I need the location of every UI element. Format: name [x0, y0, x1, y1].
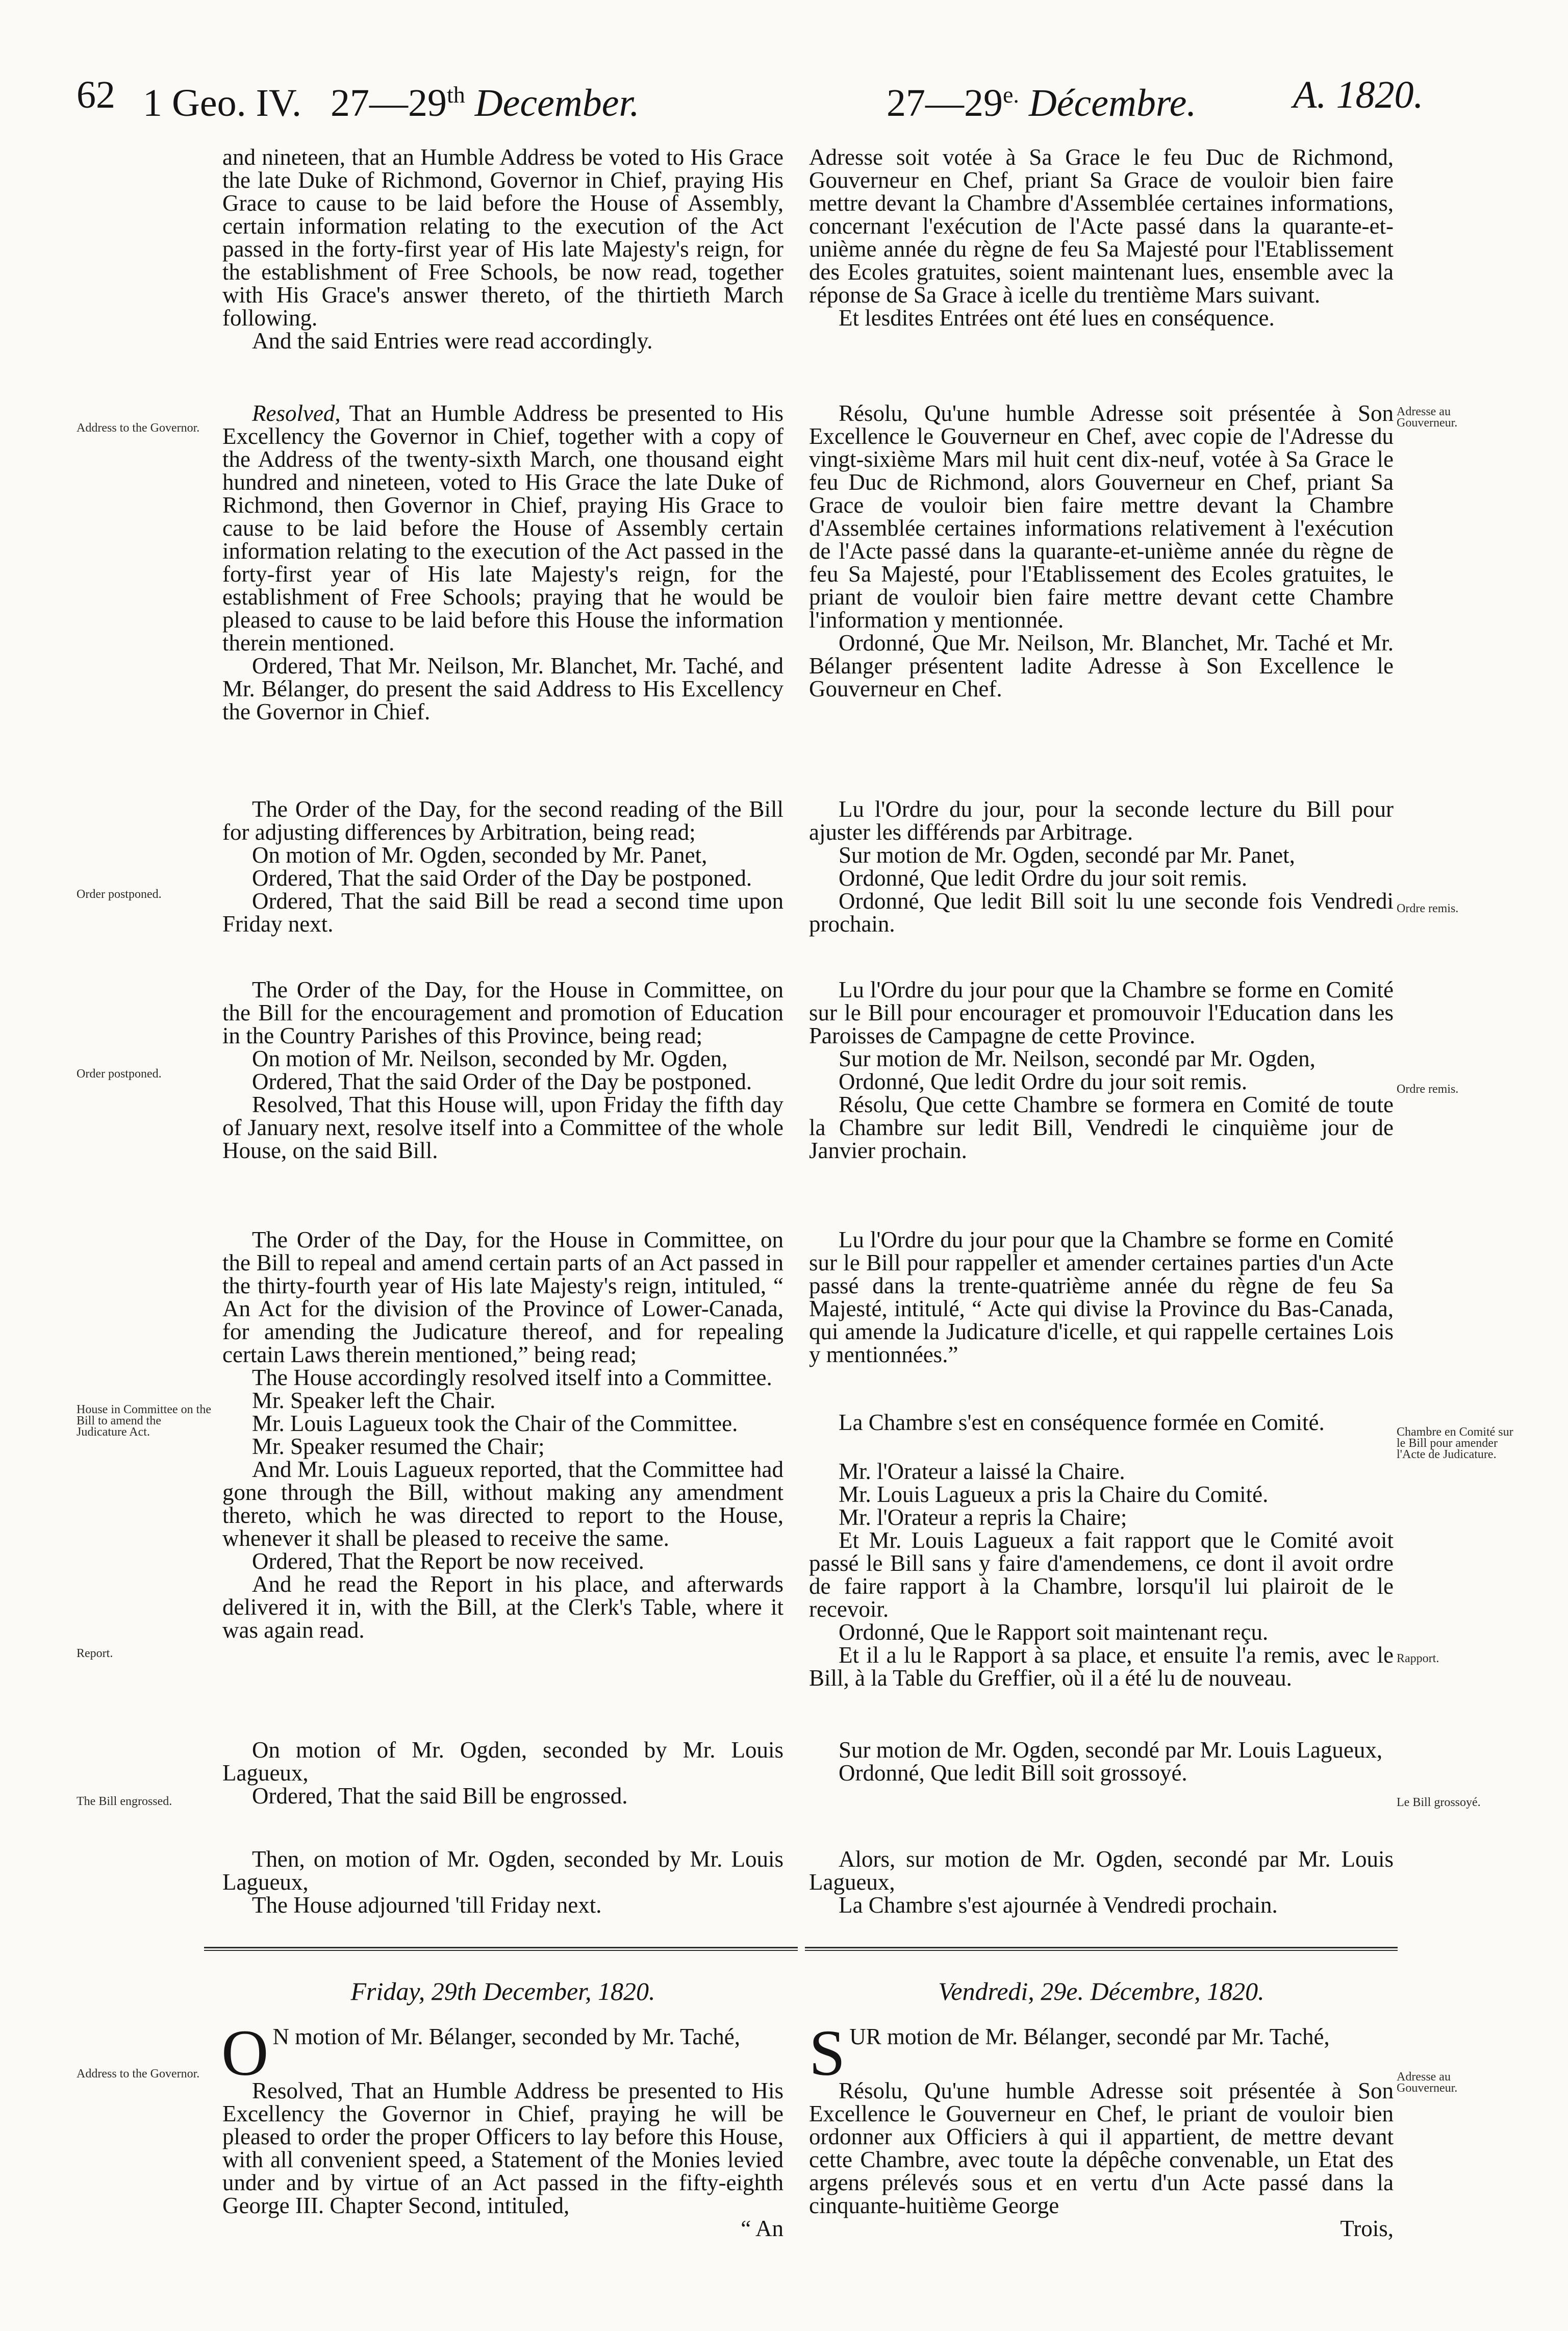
- fr-para-15: Mr. l'Orateur a laissé la Chaire.: [839, 1459, 1125, 1484]
- margin-note-engrossed-fr: Le Bill grossoyé.: [1397, 1796, 1481, 1809]
- fr-para-2: Et lesdites Entrées ont été lues en conséquence.: [839, 305, 1275, 331]
- french-block-8: [809, 1739, 1394, 1785]
- en-para-1: and nineteen, that an Humble Address be voted to His Grace the late Duke of Richmond, Governor in Chief, praying His Grace to cause to be laid before the House of Assembly, certain information relating to the execution of the Act passed in the forty-first year of His late Majesty's reign, for the establishment of Free Schools, be now read, together with His Grace's answer thereto, of the thirtieth March following.: [222, 144, 783, 331]
- header-dates-fr: 27—29: [887, 82, 1003, 124]
- fr-para-12: Résolu, Que cette Chambre se formera en Comité de toute la Chambre sur ledit Bill, Vendredi le cinquième jour de Janvier prochain.: [809, 1092, 1394, 1163]
- fr-para-4: Ordonné, Que Mr. Neilson, Mr. Blanchet, Mr. Taché et Mr. Bélanger présentent ladite Adresse à Son Excellence le Gouverneur en Chef.: [809, 630, 1394, 701]
- header-dates-en-suffix: th: [447, 82, 465, 108]
- header-month-en: December.: [474, 82, 640, 124]
- en-para-23: Then, on motion of Mr. Ogden, seconded by Mr. Louis Lagueux,: [222, 1846, 783, 1895]
- en-para-27: “ An: [741, 2216, 783, 2241]
- margin-note-ordre-remis-2: Ordre remis.: [1397, 1083, 1459, 1096]
- english-block-7: [222, 1848, 783, 1917]
- french-block-2: [809, 402, 1394, 700]
- header-dates-en: 27—29: [331, 82, 447, 124]
- en-resolved-label: Resolved,: [252, 400, 341, 426]
- en-para-11: Ordered, That the said Order of the Day be postponed.: [252, 1069, 752, 1094]
- fr-para-9: Lu l'Ordre du jour pour que la Chambre se forme en Comité sur le Bill pour encourager et promouvoir l'Education dans les Paroisses de Campagne de cette Province.: [809, 977, 1394, 1048]
- date-heading-en: Friday, 29th December, 1820.: [350, 1977, 655, 2006]
- en-para-17: Mr. Speaker resumed the Chair;: [252, 1434, 545, 1459]
- margin-note-committee-en: House in Committee on the Bill to amend the Judicature Act.: [77, 1403, 211, 1439]
- margin-note-ordre-remis-1: Ordre remis.: [1397, 902, 1459, 915]
- english-block-6: [222, 1739, 783, 1808]
- margin-note-report-en: Report.: [77, 1647, 113, 1660]
- fr-para-22: Ordonné, Que ledit Bill soit grossoyé.: [839, 1760, 1187, 1786]
- english-block-3: [222, 798, 783, 936]
- en-para-21: On motion of Mr. Ogden, seconded by Mr. Louis Lagueux,: [222, 1737, 783, 1786]
- fr-para-19: Ordonné, Que le Rapport soit maintenant reçu.: [839, 1619, 1269, 1645]
- en-para-16: Mr. Louis Lagueux took the Chair of the Committee.: [252, 1411, 738, 1436]
- fr-para-10: Sur motion de Mr. Neilson, secondé par Mr. Ogden,: [839, 1046, 1316, 1071]
- margin-note-report-fr: Rapport.: [1397, 1652, 1439, 1665]
- en-para-10: On motion of Mr. Neilson, seconded by Mr. Ogden,: [252, 1046, 728, 1071]
- margin-note-committee-fr: Chambre en Comité sur le Bill pour amender l'Acte de Judicature.: [1397, 1425, 1513, 1461]
- header-month-fr: Décembre.: [1028, 82, 1197, 124]
- fr-para-14: La Chambre s'est en conséquence formée en Comité.: [839, 1410, 1325, 1435]
- english-block-8: [221, 2017, 783, 2241]
- french-block-4: [809, 979, 1394, 1162]
- en-para-22: Ordered, That the said Bill be engrossed.: [252, 1783, 628, 1809]
- en-para-12: Resolved, That this House will, upon Friday the fifth day of January next, resolve itself into a Committee of the whole House, on the said Bill.: [222, 1092, 783, 1163]
- running-header-french: [887, 49, 1196, 141]
- date-heading-fr: Vendredi, 29e. Décembre, 1820.: [938, 1977, 1264, 2006]
- fr-para-23: Alors, sur motion de Mr. Ogden, secondé par Mr. Louis Lagueux,: [809, 1846, 1394, 1895]
- en-para-6: On motion of Mr. Ogden, seconded by Mr. Panet,: [252, 842, 707, 868]
- header-year: [1293, 49, 1423, 141]
- en-para-4: Ordered, That Mr. Neilson, Mr. Blanchet, Mr. Taché, and Mr. Bélanger, do present the said Address to His Excellency the Governor in Chief.: [222, 653, 783, 724]
- en-para-9: The Order of the Day, for the House in Committee, on the Bill for the encouragement and promotion of Education in the Country Parishes of this Province, being read;: [222, 977, 783, 1048]
- fr-para-26: Résolu, Qu'une humble Adresse soit présentée à Son Excellence le Gouverneur en Chef, le priant de vouloir bien ordonner aux Officiers à qui il appartient, de mettre devant cette Chambre, avec toute la dépêche convenable, un Etat des argens prélevés sous et en vertu d'un Acte passé dans la cinquante-huitième George: [809, 2078, 1394, 2218]
- section-divider-en: [204, 1947, 798, 1951]
- margin-note-order-postponed-2: Order postponed.: [77, 1067, 162, 1081]
- en-para-5: The Order of the Day, for the second reading of the Bill for adjusting differences by Arbitration, being read;: [222, 796, 783, 845]
- fr-para-16: Mr. Louis Lagueux a pris la Chaire du Comité.: [839, 1482, 1269, 1507]
- fr-para-6: Sur motion de Mr. Ogden, secondé par Mr. Panet,: [839, 842, 1295, 868]
- en-para-25: [221, 2017, 783, 2089]
- french-block-6: [809, 1411, 1394, 1434]
- fr-para-11: Ordonné, Que ledit Ordre du jour soit remis.: [839, 1069, 1248, 1094]
- en-para-2: And the said Entries were read accordingly.: [252, 328, 653, 354]
- year-value: 1820.: [1336, 73, 1424, 116]
- en-para-8: Ordered, That the said Bill be read a second time upon Friday next.: [222, 888, 783, 937]
- margin-note-address-en: Address to the Governor.: [77, 421, 200, 435]
- english-block-1: [222, 146, 783, 353]
- fr-para-5: Lu l'Ordre du jour, pour la seconde lecture du Bill pour ajuster les différends par Arbitrage.: [809, 796, 1394, 845]
- page-number: 62: [77, 73, 115, 116]
- drop-cap-fr: S: [809, 2017, 846, 2089]
- regnal-year: 1 Geo. IV.: [143, 82, 302, 124]
- en-para-19: Ordered, That the Report be now received.: [252, 1548, 644, 1574]
- fr-para-20: Et il a lu le Rapport à sa place, et ensuite l'a remis, avec le Bill, à la Table du Greffier, où il a été lu de nouveau.: [809, 1642, 1394, 1691]
- margin-note-order-postponed-1: Order postponed.: [77, 888, 162, 901]
- en-para-3: [222, 402, 783, 655]
- french-block-7: [809, 1460, 1394, 1690]
- english-block-5: [222, 1229, 783, 1642]
- fr-para-7: Ordonné, Que ledit Ordre du jour soit remis.: [839, 865, 1248, 891]
- english-block-4: [222, 979, 783, 1162]
- fr-para-13: Lu l'Ordre du jour pour que la Chambre se forme en Comité sur le Bill pour rappeller et amender certaines parties d'un Acte passé dans la trente-quatrième année du règne de feu Sa Majesté, intitulé, “ Acte qui divise la Province du Bas-Canada, qui amende la Judicature d'icelle, et qui rappelle certaines Lois y mentionnées.”: [809, 1227, 1394, 1367]
- en-para-7: Ordered, That the said Order of the Day be postponed.: [252, 865, 752, 891]
- en-para-20: And he read the Report in his place, and afterwards delivered it in, with the Bill, at the Clerk's Table, where it was again read.: [222, 1571, 783, 1643]
- en-para-3-text: That an Humble Address be presented to His Excellency the Governor in Chief, together with a copy of the Address of the twenty-sixth March, one thousand eight hundred and nineteen, voted to His Grace the late Duke of Richmond, then Governor in Chief, praying His Grace to cause to be laid before the House of Assembly certain information relating to the execution of the Act passed in the forty-first year of His late Majesty's reign, for the establishment of Free Schools; praying that he would be pleased to cause to be laid before this House the information therein mentioned.: [222, 400, 783, 656]
- margin-note-address-fr: Adresse au Gouverneur.: [1397, 405, 1458, 430]
- running-header-english: [143, 49, 640, 141]
- year-prefix: A.: [1293, 73, 1327, 116]
- en-para-15: Mr. Speaker left the Chair.: [252, 1388, 496, 1413]
- en-para-25-text: N motion of Mr. Bélanger, seconded by Mr. Taché,: [272, 2024, 740, 2049]
- fr-para-17: Mr. l'Orateur a repris la Chaire;: [839, 1505, 1127, 1530]
- fr-para-27: Trois,: [1340, 2216, 1394, 2241]
- fr-para-25: [809, 2017, 1394, 2089]
- french-block-9: [809, 1848, 1394, 1917]
- fr-para-18: Et Mr. Louis Lagueux a fait rapport que le Comité avoit passé le Bill sans y faire d'amendemens, ce dont il avoit ordre de faire rapport à la Chambre, lorsqu'il lui plairoit de le recevoir.: [809, 1527, 1394, 1622]
- en-para-14: The House accordingly resolved itself into a Committee.: [252, 1365, 772, 1390]
- french-block-10: [809, 2017, 1394, 2241]
- section-divider-fr: [805, 1947, 1398, 1951]
- margin-note-address2-fr: Adresse au Gouverneur.: [1397, 2070, 1458, 2095]
- fr-para-8: Ordonné, Que ledit Bill soit lu une seconde fois Vendredi prochain.: [809, 888, 1394, 937]
- drop-cap-en: O: [221, 2017, 269, 2089]
- french-block-3: [809, 798, 1394, 936]
- en-para-18: And Mr. Louis Lagueux reported, that the Committee had gone through the Bill, without making any amendment thereto, which he was directed to report to the House, whenever it shall be pleased to receive the same.: [222, 1457, 783, 1551]
- en-para-24: The House adjourned 'till Friday next.: [252, 1892, 602, 1918]
- fr-para-3: Résolu, Qu'une humble Adresse soit présentée à Son Excellence le Gouverneur en Chef, avec copie de l'Adresse du vingt-sixième Mars mil huit cent dix-neuf, votée à Sa Grace le feu Duc de Richmond, alors Gouverneur en Chef, priant Sa Grace de vouloir bien faire mettre devant la Chambre d'Assemblée certaines informations relativement à l'exécution de l'Acte passé dans la quarante-et-unième année du règne de feu Sa Majesté, pour l'Etablissement des Ecoles gratuites, le priant de vouloir bien faire mettre devant cette Chambre l'information y mentionnée.: [809, 400, 1394, 633]
- en-para-13: The Order of the Day, for the House in Committee, on the Bill to repeal and amend certain parts of an Act passed in the thirty-fourth year of His late Majesty's reign, intituled, “ An Act for the division of the Province of Lower-Canada, for amending the Judicature thereof, and for repealing certain Laws therein mentioned,” being read;: [222, 1227, 783, 1367]
- header-dates-fr-suffix: e.: [1003, 82, 1019, 108]
- en-para-26: Resolved, That an Humble Address be presented to His Excellency the Governor in Chief, praying he will be pleased to order the proper Officers to lay before this House, with all convenient speed, a Statement of the Monies levied under and by virtue of an Act passed in the fifty-eighth George III. Chapter Second, intituled,: [222, 2078, 783, 2218]
- fr-para-25-text: UR motion de Mr. Bélanger, secondé par Mr. Taché,: [849, 2024, 1330, 2049]
- french-block-5: [809, 1229, 1394, 1366]
- fr-para-1: Adresse soit votée à Sa Grace le feu Duc de Richmond, Gouverneur en Chef, priant Sa Grace de vouloir bien faire mettre devant la Chambre d'Assemblée certaines informations, concernant l'exécution de l'Acte passé dans la quarante-et-unième année du règne de feu Sa Majesté pour l'Etablissement des Ecoles gratuites, soient maintenant lues, ensemble avec la réponse de Sa Grace à icelle du trentième Mars suivant.: [809, 144, 1394, 308]
- english-block-2: [222, 402, 783, 723]
- margin-note-engrossed-en: The Bill engrossed.: [77, 1795, 172, 1808]
- fr-para-24: La Chambre s'est ajournée à Vendredi prochain.: [839, 1892, 1278, 1918]
- fr-para-21: Sur motion de Mr. Ogden, secondé par Mr. Louis Lagueux,: [839, 1737, 1383, 1763]
- french-block-1: [809, 146, 1394, 330]
- margin-note-address2-en: Address to the Governor.: [77, 2067, 200, 2081]
